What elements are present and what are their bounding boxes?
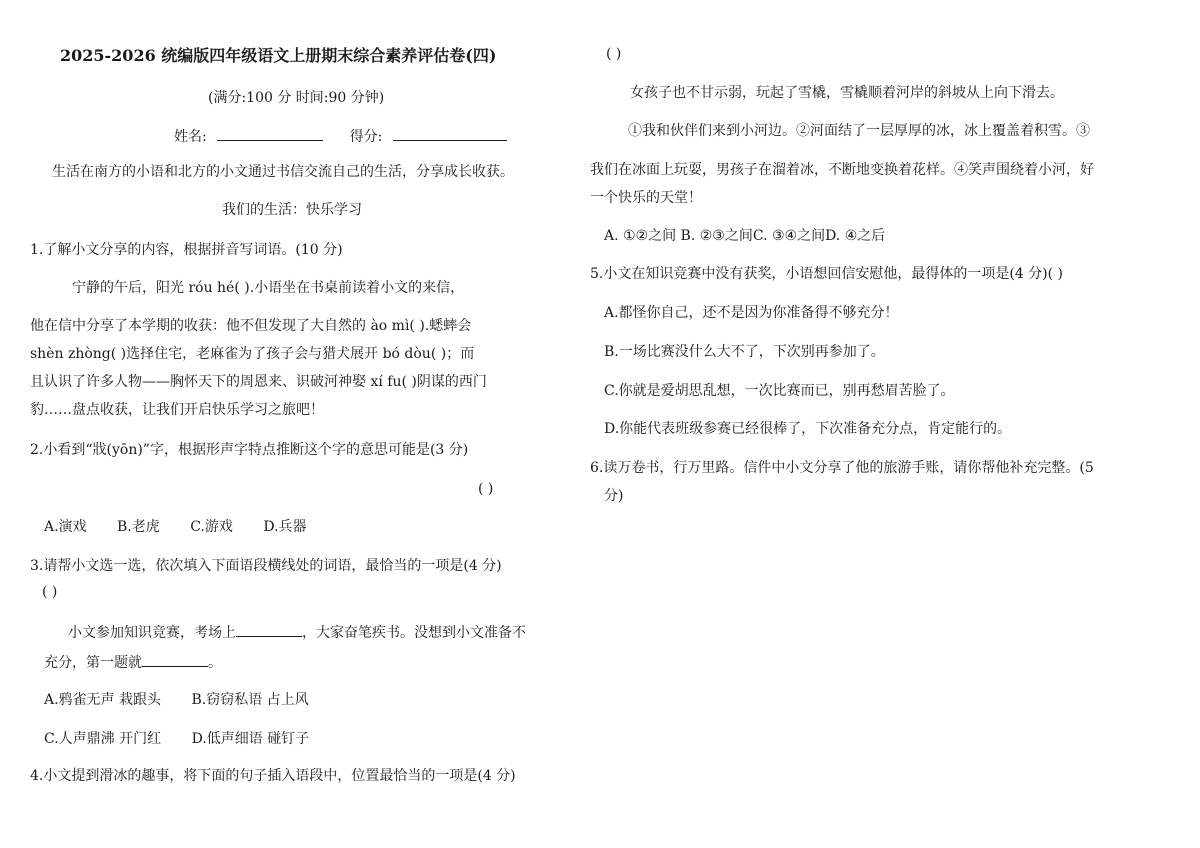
q3-options-ab [44,690,335,710]
q5-option-c[interactable]: C.你就是爱胡思乱想，一次比赛而已，别再愁眉苦脸了。 [604,383,955,399]
q5-option-b[interactable]: B.一场比赛没什么大不了，下次别再参加了。 [604,344,885,360]
q3-passage-text: ，大家奋笔疾书。没想到小文准备不 [302,625,526,641]
q5-option-a[interactable]: A.都怪你自己，还不是因为你准备得不够充分！ [604,305,899,321]
q1-line: shèn zhòng( )选择住宅，老麻雀为了孩子会与猎犬展开 bó dòu( )；而 [30,346,475,362]
q2-option-c[interactable]: C.游戏 [190,519,233,535]
q4-insert-sentence: 女孩子也不甘示弱，玩起了雪橇，雪橇顺着河岸的斜坡从上向下滑去。 [630,85,1064,101]
name-blank[interactable] [217,126,323,141]
q2-option-a[interactable]: A.演戏 [44,519,87,535]
q4-passage-line: 我们在冰面上玩耍，男孩子在溜着冰，不断地变换着花样。④笑声围绕着小河，好 [590,162,1094,178]
q1-line: 宁静的午后，阳光 róu hé( ).小语坐在书桌前读着小文的来信， [72,280,465,296]
q1-line: 他在信中分享了本学期的收获：他不但发现了大自然的 ào mì( ).蟋蟀会 [30,318,472,334]
q1-stem: 1.了解小文分享的内容，根据拼音写词语。(10 分) [30,242,343,258]
q3-blank-1[interactable] [236,622,302,637]
q3-passage-line2 [44,652,222,673]
q2-options [44,517,333,537]
q5-option-d[interactable]: D.你能代表班级参赛已经很棒了，下次准备充分点，肯定能行的。 [604,421,1012,437]
score-blank[interactable] [393,126,507,141]
name-label: 姓名: [174,129,207,145]
q3-option-d[interactable]: D.低声细语 碰钉子 [191,731,310,747]
q4-stem: 4.小文提到滑冰的趣事，将下面的句子插入语段中，位置最恰当的一项是(4 分) [30,768,516,784]
q3-answer-paren[interactable]: ( ) [42,584,58,600]
q3-options-cd [44,729,335,749]
q3-option-a[interactable]: A.鸦雀无声 栽跟头 [44,692,162,708]
q2-answer-paren[interactable]: ( ) [478,481,494,497]
section-title: 我们的生活：快乐学习 [222,202,362,218]
q4-passage-line: 一个快乐的天堂！ [590,190,702,206]
q5-stem: 5.小文在知识竞赛中没有获奖，小语想回信安慰他，最得体的一项是(4 分)( ) [590,266,1064,282]
q4-passage-line: ①我和伙伴们来到小河边。②河面结了一层厚厚的冰，冰上覆盖着积雪。③ [628,123,1090,139]
q3-passage-text: 小文参加知识竞赛，考场上 [68,625,236,641]
q1-line: 且认识了许多人物——胸怀天下的周恩来、识破河神娶 xí fu( )阴谋的西门 [30,374,487,390]
name-score-row [174,126,507,147]
q3-stem: 3.请帮小文选一选，依次填入下面语段横线处的词语，最恰当的一项是(4 分) [30,558,502,574]
q2-option-d[interactable]: D.兵器 [263,519,307,535]
q3-passage-line1 [68,622,526,643]
q2-option-b[interactable]: B.老虎 [117,519,160,535]
score-label: 得分: [349,129,383,145]
q2-stem: 2.小看到“戕(yōn)”字，根据形声字特点推断这个字的意思可能是(3 分) [30,442,469,458]
exam-title: 2025-2026 统编版四年级语文上册期末综合素养评估卷(四) [60,46,497,65]
q4-options[interactable]: A. ①②之间 B. ②③之间C. ③④之间D. ④之后 [604,228,886,244]
q6-stem-cont: 分) [604,488,624,504]
q6-stem: 6.读万卷书，行万里路。信件中小文分享了他的旅游手账，请你帮他补充完整。(5 [590,460,1094,476]
intro-text: 生活在南方的小语和北方的小文通过书信交流自己的生活，分享成长收获。 [52,164,514,180]
q3-option-b[interactable]: B.窃窃私语 占上风 [191,692,309,708]
q3-option-c[interactable]: C.人声鼎沸 开门红 [44,731,162,747]
q3-passage-text: 充分，第一题就 [44,655,142,671]
q3-blank-2[interactable] [142,652,208,667]
q3-passage-text: 。 [208,655,222,671]
exam-meta: (满分:100 分 时间:90 分钟) [208,90,385,106]
q1-line: 豹……盘点收获，让我们开启快乐学习之旅吧！ [30,402,324,418]
q4-answer-paren[interactable]: ( ) [606,46,622,62]
